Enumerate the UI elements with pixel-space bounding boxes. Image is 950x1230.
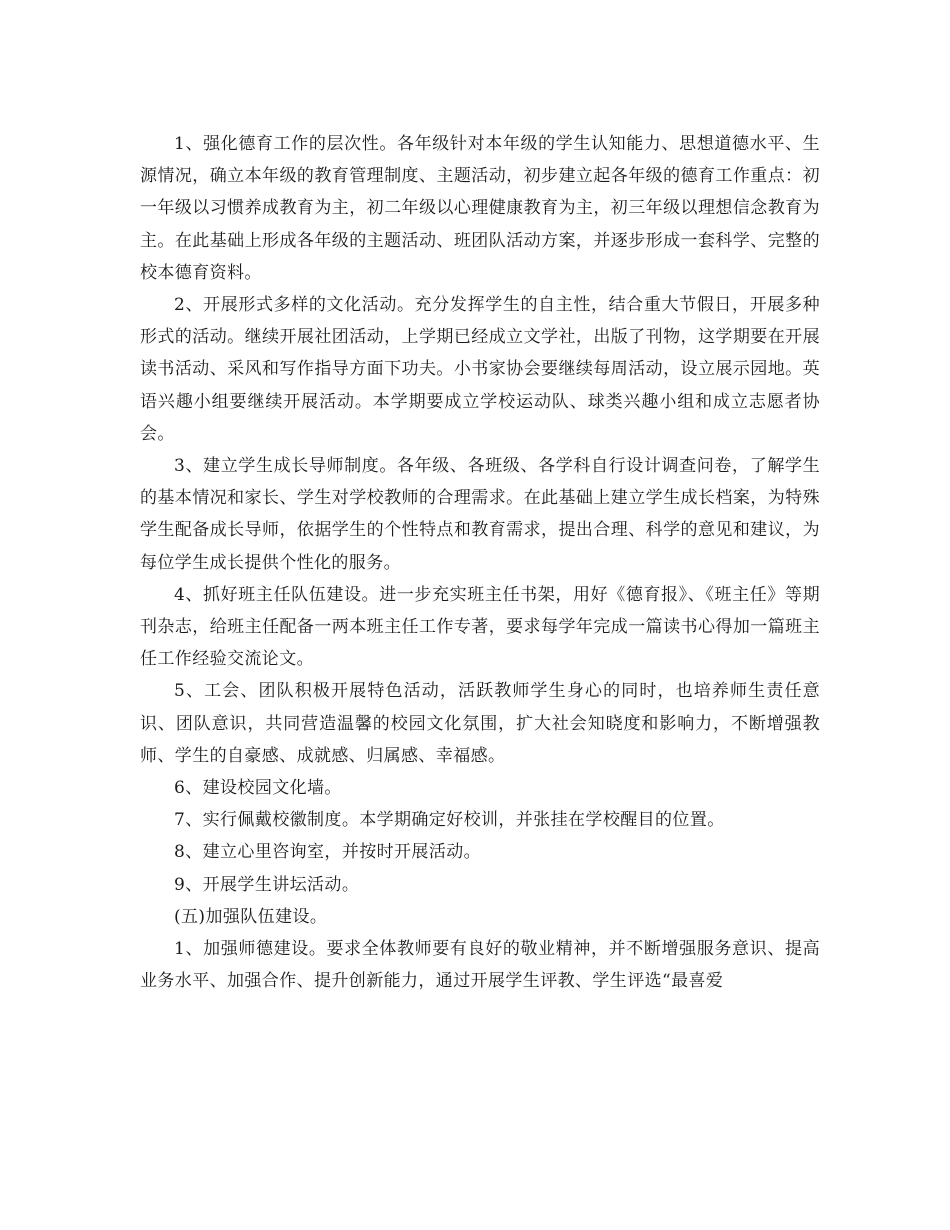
paragraph-5: 5、工会、团队积极开展特色活动，活跃教师学生身心的同时，也培养师生责任意识、团队意识，共同营造温馨的校园文化氛围，扩大社会知晓度和影响力，不断增强教师、学生的自豪感、成就感、归属感、幸福感。 — [140, 681, 820, 766]
paragraph-10: 1、加强师德建设。要求全体教师要有良好的敬业精神，并不断增强服务意识、提高业务水平、加强合作、提升创新能力，通过开展学生评教、学生评选“最喜爱 — [140, 939, 820, 992]
paragraph-2: 2、开展形式多样的文化活动。充分发挥学生的自主性，结合重大节假日，开展多种形式的活动。继续开展社团活动，上学期已经成立文学社，出版了刊物，这学期要在开展读书活动、采风和写作指导方面下功夫。小书家协会要继续每周活动，设立展示园地。英语兴趣小组要继续开展活动。本学期要成立学校运动队、球类兴趣小组和成立志愿者协会。 — [140, 295, 820, 444]
paragraph-4: 4、抓好班主任队伍建设。进一步充实班主任书架，用好《德育报》、《班主任》等期刊杂志，给班主任配备一两本班主任工作专著，要求每学年完成一篇读书心得加一篇班主任工作经验交流论文。 — [140, 584, 820, 670]
document-body — [140, 128, 820, 997]
paragraph-1: 1、强化德育工作的层次性。各年级针对本年级的学生认知能力、思想道德水平、生源情况，确立本年级的教育管理制度、主题活动，初步建立起各年级的德育工作重点：初一年级以习惯养成教育为主，初二年级以心理健康教育为主，初三年级以理想信念教育为主。在此基础上形成各年级的主题活动、班团队活动方案，并逐步形成一套科学、完整的校本德育资料。 — [140, 134, 820, 283]
paragraph-8: 8、建立心里咨询室，并按时开展活动。 — [174, 842, 482, 863]
paragraph-9: 9、开展学生讲坛活动。 — [174, 874, 360, 895]
paragraph-6: 6、建设校园文化墙。 — [174, 778, 342, 799]
paragraph-3: 3、建立学生成长导师制度。各年级、各班级、各学科自行设计调查问卷，了解学生的基本情况和家长、学生对学校教师的合理需求。在此基础上建立学生成长档案，为特殊学生配备成长导师，依据学生的个性特点和教育需求，提出合理、科学的意见和建议，为每位学生成长提供个性化的服务。 — [140, 456, 820, 573]
paragraph-7: 7、实行佩戴校徽制度。本学期确定好校训，并张挂在学校醒目的位置。 — [174, 810, 725, 831]
section-heading-5: (五)加强队伍建设。 — [174, 906, 328, 927]
